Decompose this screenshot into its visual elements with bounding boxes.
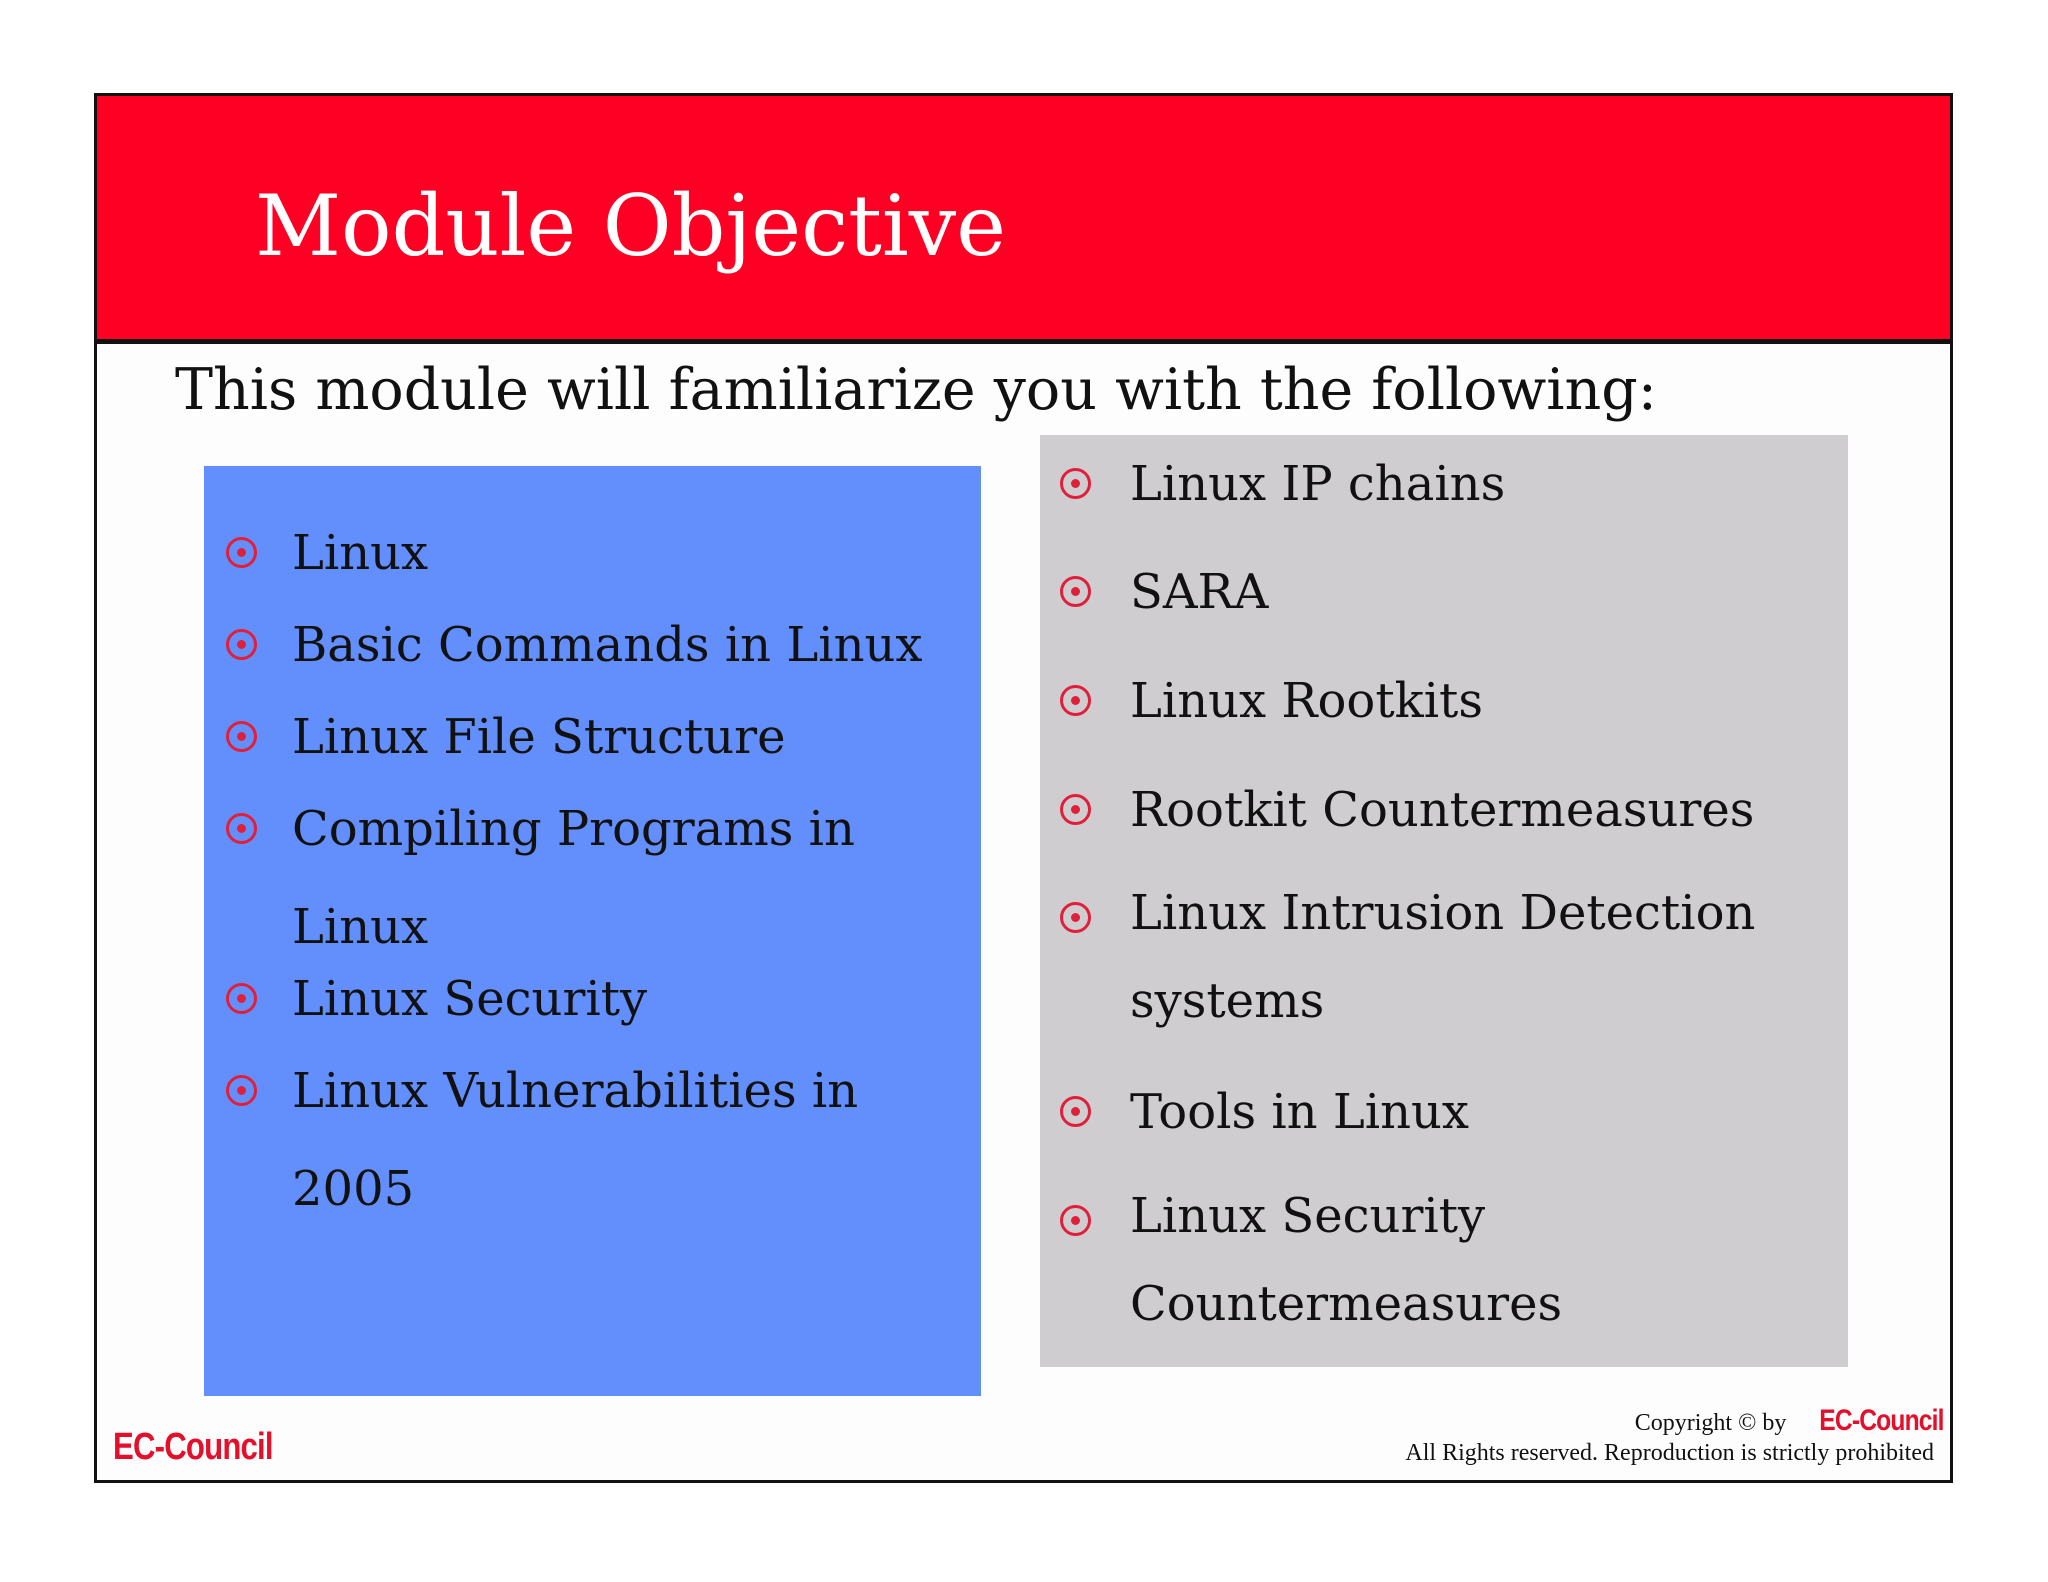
list-item-line: Linux Vulnerabilities in	[292, 1063, 859, 1119]
circle-bullet-icon	[1060, 1096, 1091, 1127]
circle-bullet-icon	[1060, 576, 1091, 607]
list-item-line: Linux Security	[1130, 1188, 1486, 1244]
copyright-notice	[1405, 1404, 1944, 1468]
list-item-line: Linux	[292, 525, 429, 581]
list-item-line: SARA	[1130, 564, 1269, 620]
list-item-text	[292, 1042, 972, 1238]
list-item-text	[1130, 1063, 1840, 1161]
intro-text: This module will familiarize you with the following:	[175, 357, 1657, 423]
rights-text: All Rights reserved. Reproduction is strictly prohibited	[1405, 1440, 1934, 1466]
circle-bullet-icon	[1060, 685, 1091, 716]
list-item-line: Basic Commands in Linux	[292, 617, 923, 673]
slide-title: Module Objective	[255, 177, 1006, 275]
circle-bullet-icon	[1060, 794, 1091, 825]
list-item-text	[1130, 543, 1840, 641]
title-bar	[97, 96, 1950, 344]
circle-bullet-icon	[1060, 468, 1091, 499]
list-item-line: Rootkit Countermeasures	[1130, 782, 1755, 838]
list-item-text	[292, 950, 972, 1048]
list-item-line: Linux Intrusion Detection	[1130, 885, 1756, 941]
list-item-line: Linux IP chains	[1130, 456, 1506, 512]
circle-bullet-icon	[226, 629, 257, 660]
list-item-line: Linux Security	[292, 971, 648, 1027]
list-item-line: Tools in Linux	[1130, 1084, 1469, 1140]
list-item-line: Countermeasures	[1130, 1276, 1563, 1332]
left-topic-panel	[204, 466, 981, 1396]
circle-bullet-icon	[226, 721, 257, 752]
right-topic-panel	[1040, 435, 1848, 1367]
circle-bullet-icon	[226, 813, 257, 844]
copyright-brand-logo: EC-Council	[1819, 1404, 1944, 1437]
list-item-line: systems	[1130, 973, 1325, 1029]
list-item-line: Linux File Structure	[292, 709, 786, 765]
list-item-text	[292, 504, 972, 602]
list-item-text	[292, 688, 972, 786]
list-item-line: Compiling Programs in	[292, 801, 855, 857]
circle-bullet-icon	[1060, 902, 1091, 933]
list-item-text	[1130, 1172, 1840, 1348]
circle-bullet-icon	[1060, 1205, 1091, 1236]
circle-bullet-icon	[226, 1075, 257, 1106]
list-item-text	[1130, 761, 1840, 859]
copyright-prefix: Copyright © by	[1634, 1410, 1787, 1436]
list-item-line: 2005	[292, 1161, 415, 1217]
list-item-line: Linux Rootkits	[1130, 673, 1483, 729]
ec-council-logo: EC-Council	[113, 1426, 273, 1468]
list-item-text	[1130, 435, 1840, 533]
copyright-line	[1405, 1404, 1944, 1438]
list-item-text	[292, 780, 972, 976]
circle-bullet-icon	[226, 537, 257, 568]
slide	[94, 93, 1953, 1483]
list-item-line: Linux	[292, 899, 429, 955]
list-item-text	[292, 596, 972, 694]
list-item-text	[1130, 869, 1840, 1045]
circle-bullet-icon	[226, 983, 257, 1014]
list-item-text	[1130, 652, 1840, 750]
